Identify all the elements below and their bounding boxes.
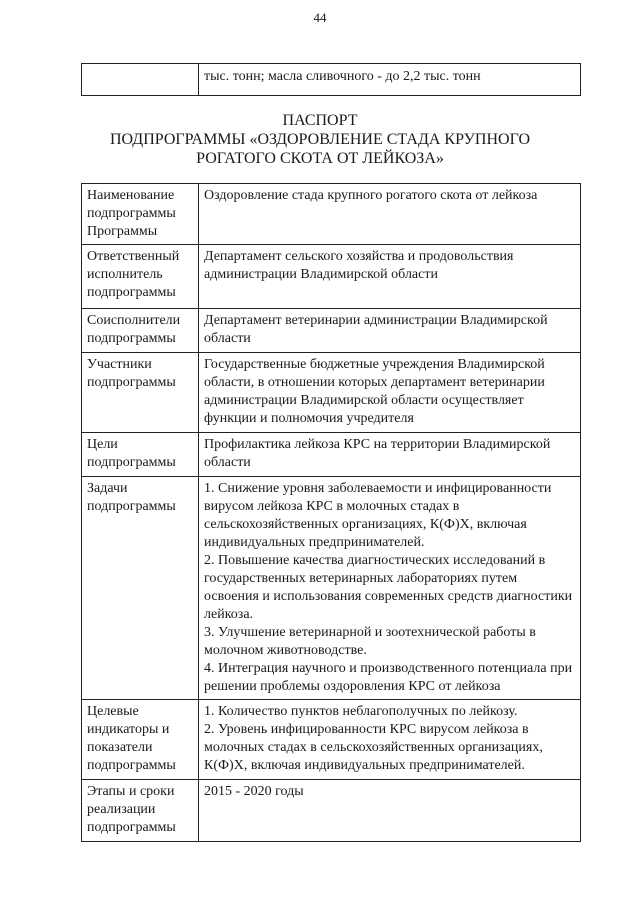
table-row: [82, 245, 581, 309]
row-value: [199, 477, 581, 700]
title-line: ПОДПРОГРАММЫ «ОЗДОРОВЛЕНИЕ СТАДА КРУПНОГО: [109, 131, 530, 148]
row-value: Государственные бюджетные учреждения Владимирской области, в отношении которых департамент ветеринарии администрации Владимирской области осуществляет функции и полномочия учредителя: [199, 353, 581, 433]
row-value: Департамент сельского хозяйства и продовольствия администрации Владимирской области: [199, 245, 581, 309]
label-line: подпрограммы: [87, 455, 176, 470]
label-line: показатели: [87, 740, 153, 755]
label-line: Цели: [87, 437, 118, 452]
row-label: [82, 184, 199, 245]
table-row: [82, 780, 581, 842]
task-item: 1. Снижение уровня заболеваемости и инфицированности вирусом лейкоза КРС в молочных стадах в сельскохозяйственных организациях, К(Ф)Х, включая индивидуальных предпринимателей.: [204, 481, 552, 550]
label-line: подпрограммы: [87, 285, 176, 300]
row-label: [82, 433, 199, 477]
row-value: Профилактика лейкоза КРС на территории Владимирской области: [199, 433, 581, 477]
table-row: [82, 184, 581, 245]
indicator-item: 2. Уровень инфицированности КРС вирусом лейкоза в молочных стадах в сельскохозяйственных организациях, К(Ф)Х, включая индивидуальных предпринимателей.: [204, 722, 543, 773]
continuation-value-cell: тыс. тонн; масла сливочного - до 2,2 тыс. тонн: [199, 64, 581, 96]
indicator-item: 1. Количество пунктов неблагополучных по лейкозу.: [204, 704, 518, 719]
row-label: [82, 780, 199, 842]
label-line: Целевые: [87, 704, 139, 719]
passport-table: [81, 183, 581, 842]
label-line: Задачи: [87, 481, 128, 496]
continuation-label-cell: [82, 64, 199, 96]
row-label: [82, 477, 199, 700]
task-item: 2. Повышение качества диагностических исследований в государственных ветеринарных лабораториях путем освоения и использования современных средств диагностики лейкоза.: [204, 553, 573, 622]
passport-title: [0, 111, 640, 168]
label-line: Наименование: [87, 188, 175, 203]
label-line: подпрограммы: [87, 820, 176, 835]
row-value: [199, 700, 581, 780]
label-line: подпрограммы: [87, 206, 176, 221]
label-line: исполнитель: [87, 267, 163, 282]
task-item: 4. Интеграция научного и производственного потенциала при решении проблемы оздоровления КРС от лейкоза: [204, 661, 573, 694]
row-label: [82, 353, 199, 433]
label-line: реализации: [87, 802, 156, 817]
label-line: индикаторы и: [87, 722, 170, 737]
row-value: Оздоровление стада крупного рогатого скота от лейкоза: [199, 184, 581, 245]
continuation-table: [81, 63, 581, 96]
title-line: ПАСПОРТ: [282, 112, 358, 129]
table-row: [82, 309, 581, 353]
row-label: [82, 309, 199, 353]
label-line: подпрограммы: [87, 375, 176, 390]
label-line: Программы: [87, 224, 158, 239]
row-label: [82, 245, 199, 309]
label-line: Соисполнители: [87, 313, 181, 328]
row-value: Департамент ветеринарии администрации Владимирской области: [199, 309, 581, 353]
label-line: подпрограммы: [87, 758, 176, 773]
row-value: 2015 - 2020 годы: [199, 780, 581, 842]
task-item: 3. Улучшение ветеринарной и зоотехнической работы в молочном животноводстве.: [204, 625, 536, 658]
table-row: [82, 477, 581, 700]
label-line: Участники: [87, 357, 152, 372]
table-row: [82, 433, 581, 477]
page-number: 44: [313, 10, 327, 25]
label-line: Ответственный: [87, 249, 180, 264]
table-row: [82, 700, 581, 780]
table-row: [82, 353, 581, 433]
row-label: [82, 700, 199, 780]
title-line: РОГАТОГО СКОТА ОТ ЛЕЙКОЗА»: [196, 150, 444, 167]
table-row: [82, 64, 581, 96]
label-line: подпрограммы: [87, 331, 176, 346]
label-line: Этапы и сроки: [87, 784, 175, 799]
label-line: подпрограммы: [87, 499, 176, 514]
